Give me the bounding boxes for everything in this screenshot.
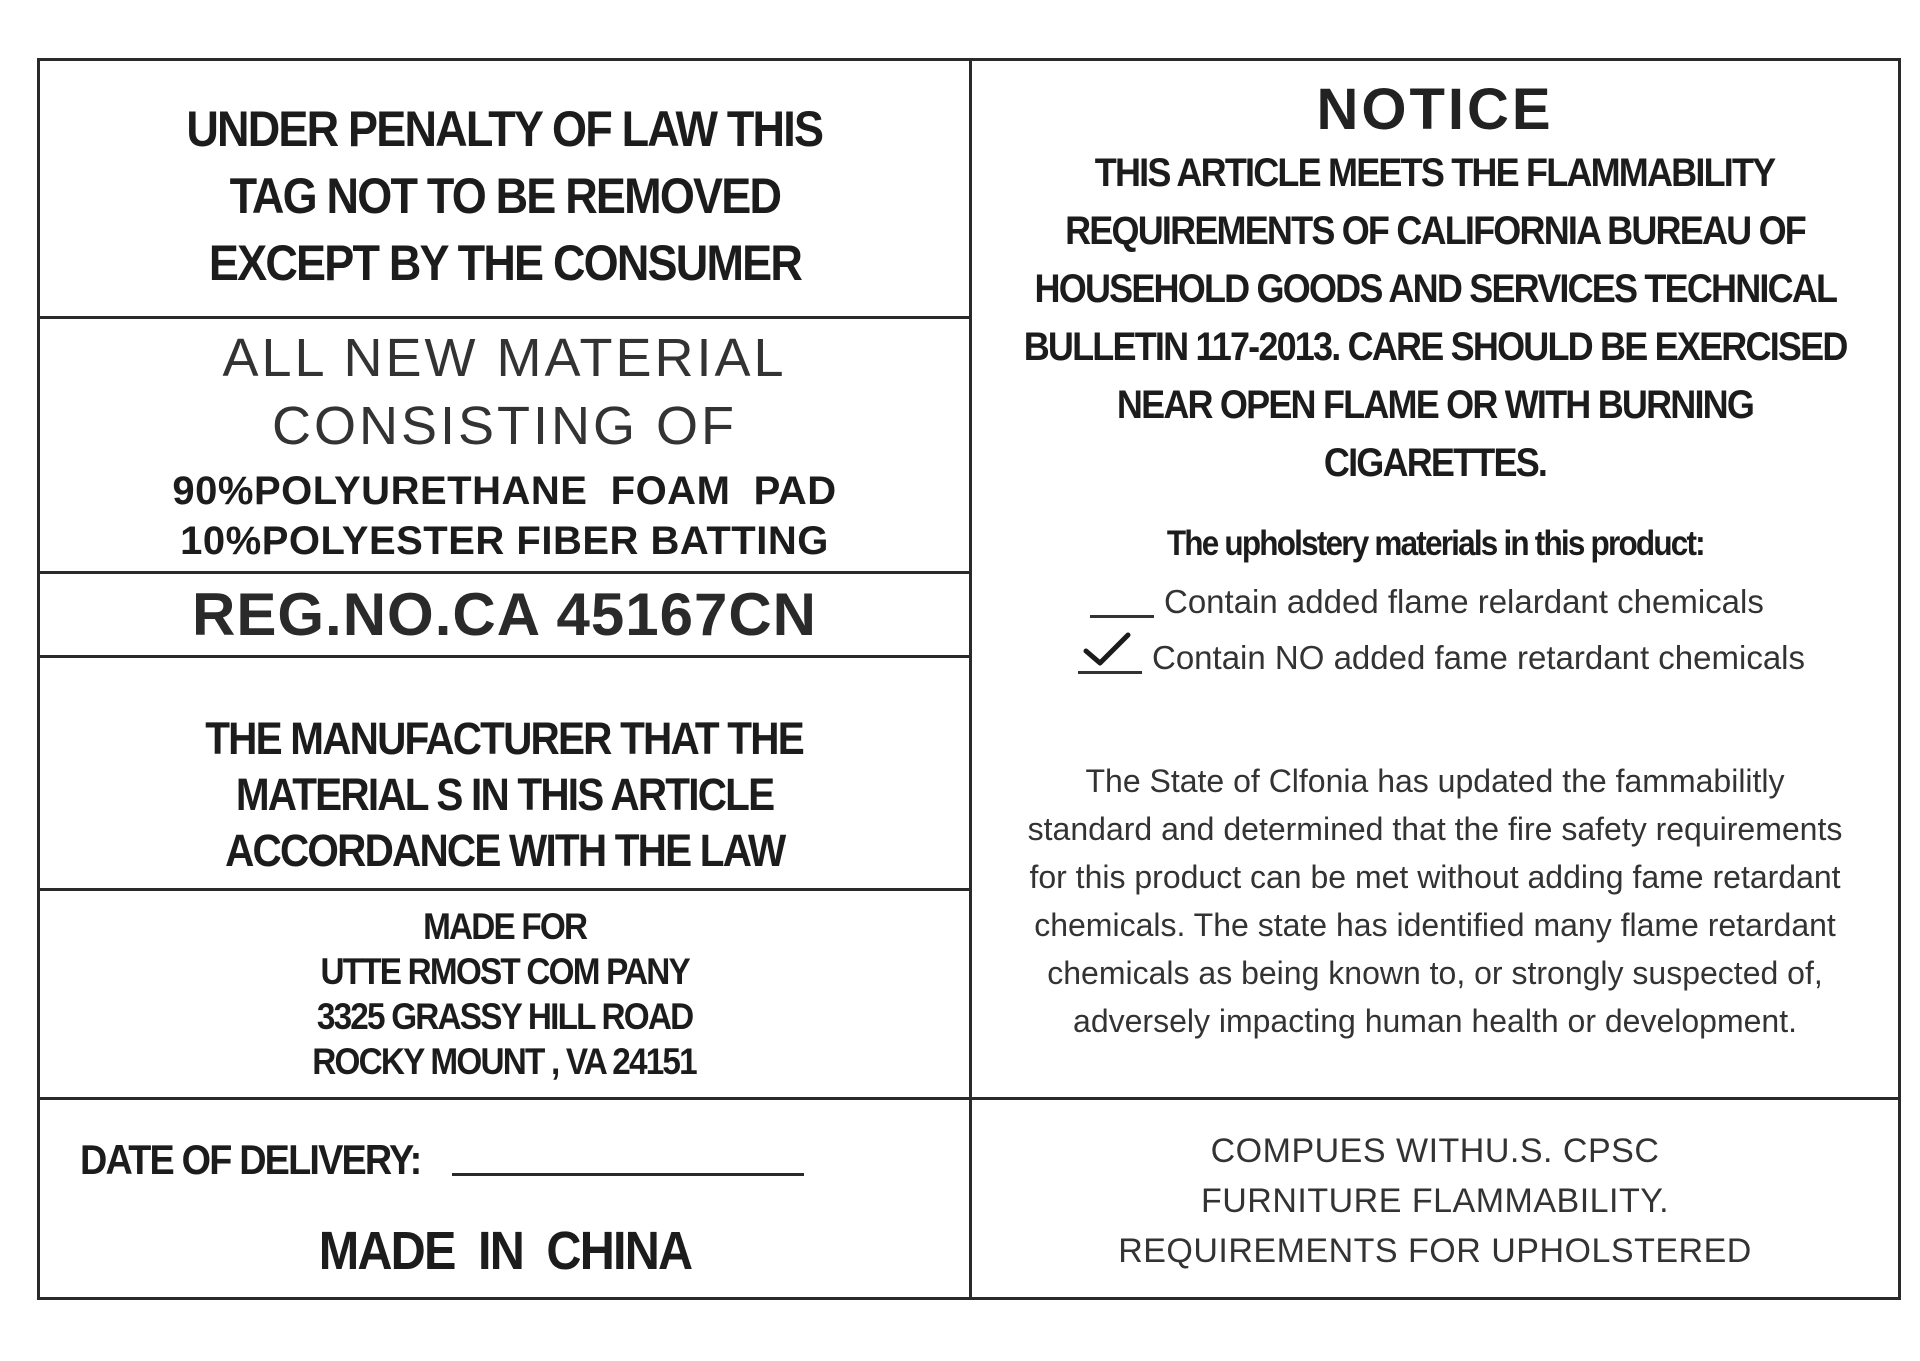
made-in-china: MADE IN CHINA — [318, 1221, 691, 1281]
state-statement-block — [972, 751, 1898, 1051]
state-line: chemicals. The state has identified many flame retardant — [1034, 907, 1836, 943]
origin-block — [40, 1211, 969, 1291]
company-name: UTTE RMOST COM PANY — [320, 951, 689, 992]
checkbox-checked-line — [1078, 643, 1142, 674]
made-for-heading: MADE FOR — [422, 906, 587, 947]
cpsc-line: FURNITURE FLAMMABILITY. — [1200, 1182, 1670, 1220]
option-no-added-label: Contain NO added fame retardant chemicals — [1152, 639, 1806, 676]
address-street: 3325 GRASSY HILL ROAD — [316, 996, 693, 1037]
upholstery-heading-block — [972, 519, 1898, 569]
reg-no-block — [40, 574, 969, 655]
penalty-line: EXCEPT BY THE CONSUMER — [208, 234, 801, 291]
penalty-block — [40, 76, 969, 316]
upholstery-title: The upholstery materials in this product: — [1166, 524, 1704, 563]
notice-title: NOTICE — [1316, 76, 1554, 142]
state-line: standard and determined that the fire safety requirements — [1027, 811, 1843, 847]
cpsc-line: REQUIREMENTS FOR UPHOLSTERED — [1118, 1232, 1752, 1270]
notice-line: BULLETIN 117-2013. CARE SHOULD BE EXERCISED — [1023, 325, 1847, 369]
notice-line: HOUSEHOLD GOODS AND SERVICES TECHNICAL — [1034, 267, 1836, 311]
manufacturer-block — [40, 701, 969, 888]
made-for-block — [40, 891, 969, 1097]
cpsc-line: COMPUES WITHU.S. CPSC — [1210, 1132, 1660, 1170]
composition-line: 90%POLYURETHANE FOAM PAD — [172, 469, 837, 513]
checkmark-icon — [1082, 629, 1134, 669]
divider — [40, 655, 969, 658]
notice-line: THIS ARTICLE MEETS THE FLAMMABILITY — [1095, 151, 1775, 195]
state-line: adversely impacting human health or development. — [1073, 1003, 1797, 1039]
delivery-date-row — [80, 1136, 804, 1184]
address-city: ROCKY MOUNT , VA 24151 — [312, 1041, 697, 1082]
material-block — [40, 319, 969, 571]
reg-number: REG.NO.CA 45167CN — [192, 581, 817, 648]
option-no-added-chemicals — [1078, 639, 1805, 677]
state-line: for this product can be met without adding fame retardant — [1029, 859, 1841, 895]
penalty-line: UNDER PENALTY OF LAW THIS — [186, 100, 823, 157]
state-line: The State of Clfonia has updated the fammabilitly — [1085, 763, 1785, 799]
all-new-line: ALL NEW MATERIAL — [222, 328, 787, 388]
composition-line: 10%POLYESTER FIBER BATTING — [180, 519, 829, 563]
notice-line: NEAR OPEN FLAME OR WITH BURNING CIGARETTES. — [1116, 383, 1754, 485]
law-tag — [37, 58, 1901, 1300]
penalty-line: TAG NOT TO BE REMOVED — [229, 167, 780, 224]
delivery-date-field — [452, 1163, 804, 1176]
delivery-date-label: DATE OF DELIVERY: — [80, 1136, 421, 1183]
divider — [40, 1097, 1898, 1100]
cpsc-block — [972, 1121, 1898, 1281]
manufacturer-line: MATERIAL S IN THIS ARTICLE — [235, 768, 774, 820]
state-line: chemicals as being known to, or strongly suspected of, — [1047, 955, 1823, 991]
notice-heading-block — [972, 69, 1898, 149]
manufacturer-line: ACCORDANCE WITH THE LAW — [224, 824, 785, 876]
option-added-chemicals — [1090, 583, 1764, 621]
option-added-label: Contain added flame relardant chemicals — [1164, 583, 1764, 620]
notice-block — [972, 151, 1898, 485]
manufacturer-line: THE MANUFACTURER THAT THE — [205, 712, 804, 764]
notice-line: REQUIREMENTS OF CALIFORNIA BUREAU OF — [1065, 209, 1805, 253]
all-new-line: CONSISTING OF — [271, 396, 737, 456]
checkbox-blank-line — [1090, 587, 1154, 618]
